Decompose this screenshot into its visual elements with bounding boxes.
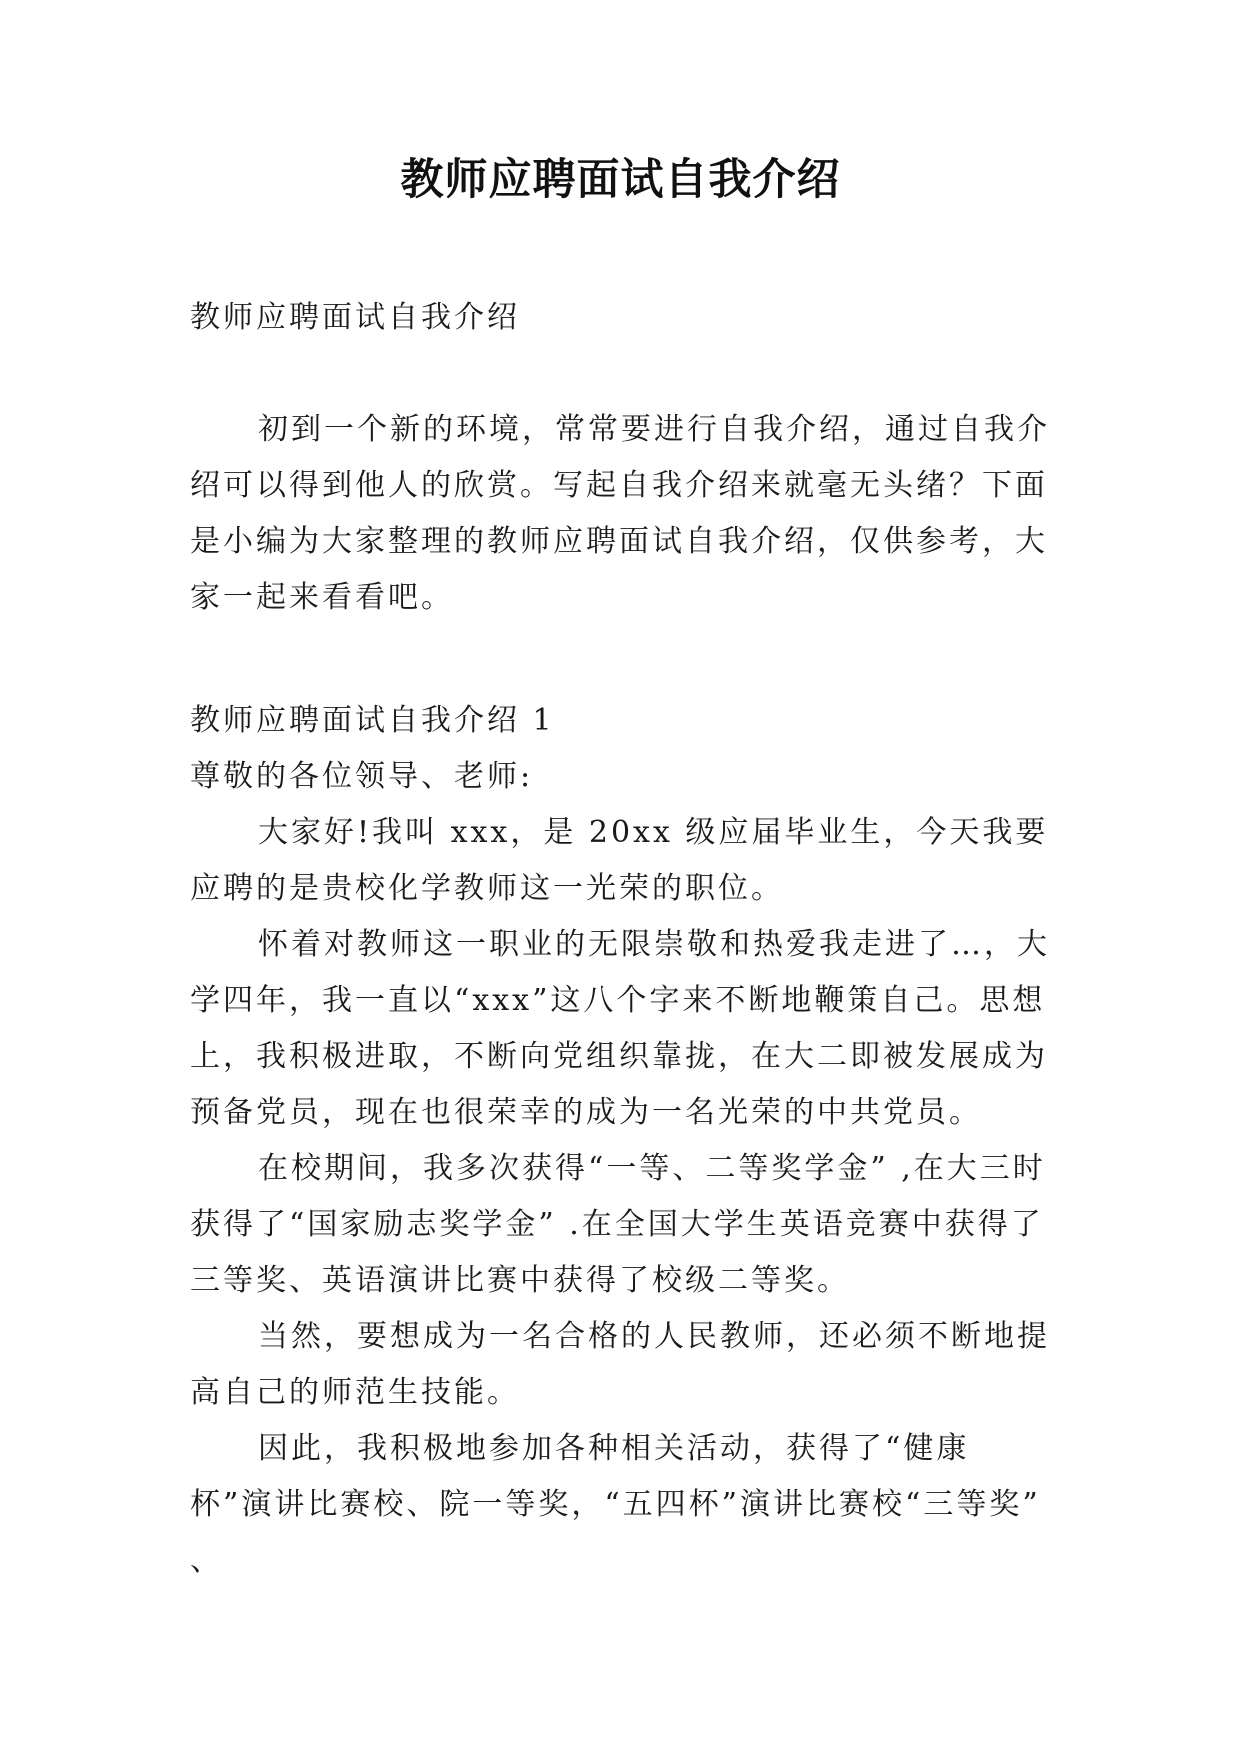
section-heading: 教师应聘面试自我介绍 1 xyxy=(190,703,555,738)
intro-paragraph xyxy=(190,402,1052,626)
document-title: 教师应聘面试自我介绍 xyxy=(400,155,841,205)
paragraph-2: 怀着对教师这一职业的无限崇敬和热爱我走进了…，大学四年，我一直以“xxx”这八个字来不断地鞭策自己。思想上，我积极进取，不断向党组织靠拢，在大二即被发展成为预备党员，现在也很荣幸的成为一名光荣的中共党员。 xyxy=(190,927,1050,1130)
subtitle-text: 教师应聘面试自我介绍 xyxy=(190,300,520,335)
paragraph-1: 大家好!我叫 xxx，是 20xx 级应届毕业生，今天我要应聘的是贵校化学教师这一光荣的职位。 xyxy=(190,815,1049,906)
section-1 xyxy=(190,693,1052,1589)
salutation: 尊敬的各位领导、老师: xyxy=(190,759,534,794)
intro-text: 初到一个新的环境，常常要进行自我介绍，通过自我介绍可以得到他人的欣赏。写起自我介绍来就毫无头绪？下面是小编为大家整理的教师应聘面试自我介绍，仅供参考，大家一起来看看吧。 xyxy=(190,412,1050,615)
paragraph-4: 当然，要想成为一名合格的人民教师，还必须不断地提高自己的师范生技能。 xyxy=(190,1319,1050,1410)
document-subtitle xyxy=(190,290,1052,346)
paragraph-3: 在校期间，我多次获得“一等、二等奖学金” ,在大三时获得了“国家励志奖学金” .在全国大学生英语竞赛中获得了三等奖、英语演讲比赛中获得了校级二等奖。 xyxy=(190,1151,1046,1298)
paragraph-5: 因此，我积极地参加各种相关活动，获得了“健康杯”演讲比赛校、院一等奖，“五四杯”演讲比赛校“三等奖” 、 xyxy=(190,1431,1041,1578)
